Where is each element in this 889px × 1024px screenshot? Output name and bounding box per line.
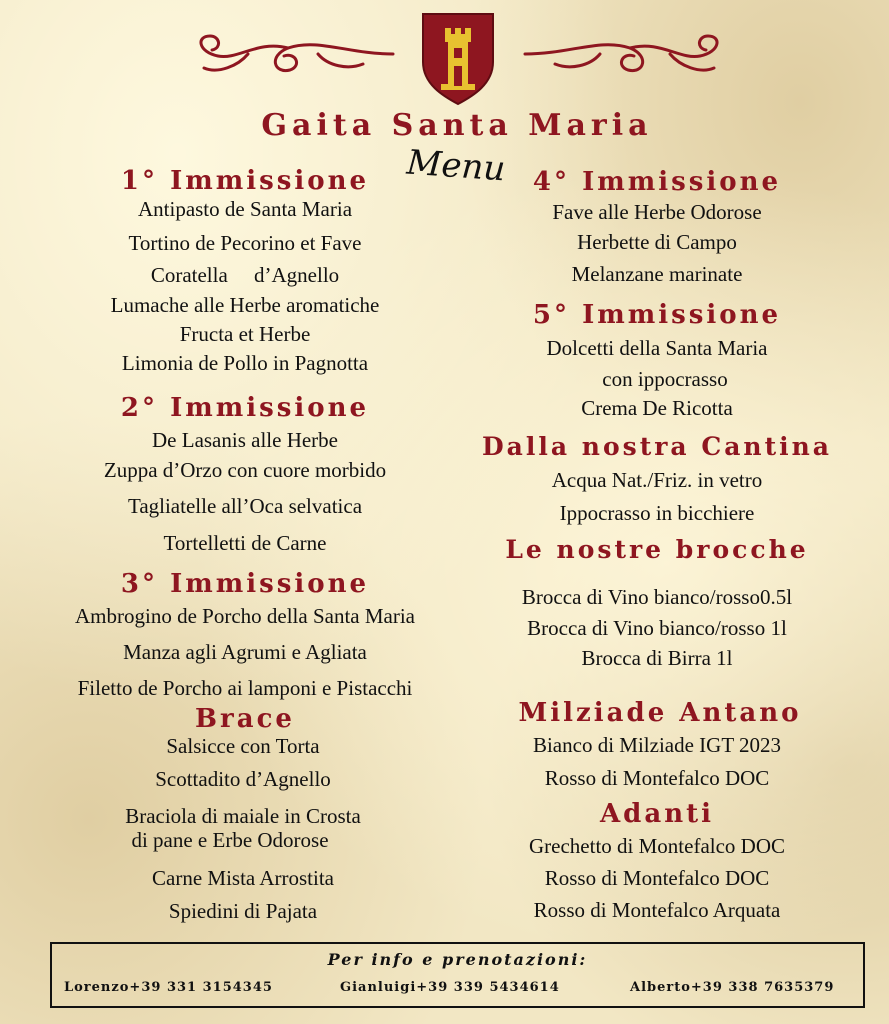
menu-item: di pane e Erbe Odorose <box>131 828 329 852</box>
contact-info-title: Per info e prenotazioni: <box>327 950 588 969</box>
menu-item: Melanzane marinate <box>571 262 743 286</box>
menu-item: Grechetto di Montefalco DOC <box>528 834 786 858</box>
menu-item: Salsicce con Torta <box>166 734 320 758</box>
menu-item: Lumache alle Herbe aromatiche <box>110 293 380 317</box>
contact-info-box <box>50 942 865 1008</box>
menu-item: Manza agli Agrumi e Agliata <box>123 640 367 664</box>
menu-item: Fructa et Herbe <box>179 322 311 346</box>
contact-lorenzo: Lorenzo+39 331 3154345 <box>64 980 273 995</box>
section-heading-3-immissione: 3° Immissione <box>120 569 370 599</box>
menu-item: Acqua Nat./Friz. in vetro <box>551 468 763 492</box>
menu-item: Braciola di maiale in Crosta <box>125 804 361 828</box>
section-heading-1-immissione: 1° Immissione <box>120 166 370 196</box>
section-heading-adanti: Adanti <box>600 799 714 829</box>
menu-item: Carne Mista Arrostita <box>152 866 334 890</box>
menu-item: Zuppa d’Orzo con cuore morbido <box>103 458 387 482</box>
menu-item: Dolcetti della Santa Maria <box>546 336 768 360</box>
section-heading-5-immissione: 5° Immissione <box>532 300 782 330</box>
right-flourish-ornament <box>520 30 730 80</box>
menu-item: Spiedini di Pajata <box>168 899 318 923</box>
section-heading-milziade-antano: Milziade Antano <box>518 698 802 728</box>
page-title: Gaita Santa Maria <box>261 108 653 143</box>
menu-item: Rosso di Montefalco DOC <box>544 766 770 790</box>
section-heading-cantina: Dalla nostra Cantina <box>481 432 833 461</box>
section-heading-2-immissione: 2° Immissione <box>120 393 370 423</box>
left-flourish-ornament <box>188 30 398 80</box>
menu-item: Antipasto de Santa Maria <box>137 197 353 221</box>
menu-item: Tortino de Pecorino et Fave <box>128 231 362 255</box>
menu-item: De Lasanis alle Herbe <box>152 428 338 452</box>
menu-item: Ambrogino de Porcho della Santa Maria <box>75 604 415 628</box>
section-heading-4-immissione: 4° Immissione <box>532 167 782 197</box>
contact-gianluigi: Gianluigi+39 339 5434614 <box>340 980 560 995</box>
contact-alberto: Alberto+39 338 7635379 <box>630 980 835 995</box>
menu-item: Scottadito d’Agnello <box>155 767 331 791</box>
menu-item: Brocca di Vino bianco/rosso 1l <box>527 616 787 640</box>
section-heading-brace: Brace <box>195 704 295 734</box>
menu-item: Limonia de Pollo in Pagnotta <box>121 351 369 375</box>
menu-item: Coratella d’Agnello <box>150 263 340 287</box>
menu-item: Tagliatelle all’Oca selvatica <box>127 494 363 518</box>
menu-item: Herbette di Campo <box>577 230 737 254</box>
section-heading-brocche: Le nostre brocche <box>505 535 809 564</box>
menu-item: Tortelletti de Carne <box>163 531 327 555</box>
menu-item: Brocca di Vino bianco/rosso0.5l <box>521 585 793 609</box>
menu-item: Rosso di Montefalco Arquata <box>533 898 781 922</box>
menu-item: Bianco di Milziade IGT 2023 <box>532 733 782 757</box>
castle-tower-shield-icon <box>421 12 495 106</box>
menu-subtitle: Menu <box>405 142 507 190</box>
menu-item: Filetto de Porcho ai lamponi e Pistacchi <box>77 676 413 700</box>
menu-item: Fave alle Herbe Odorose <box>552 200 762 224</box>
menu-item: con ippocrasso <box>602 367 728 391</box>
menu-item: Ippocrasso in bicchiere <box>559 501 755 525</box>
menu-item: Rosso di Montefalco DOC <box>544 866 770 890</box>
menu-item: Crema De Ricotta <box>581 396 733 420</box>
menu-item: Brocca di Birra 1l <box>581 646 733 670</box>
